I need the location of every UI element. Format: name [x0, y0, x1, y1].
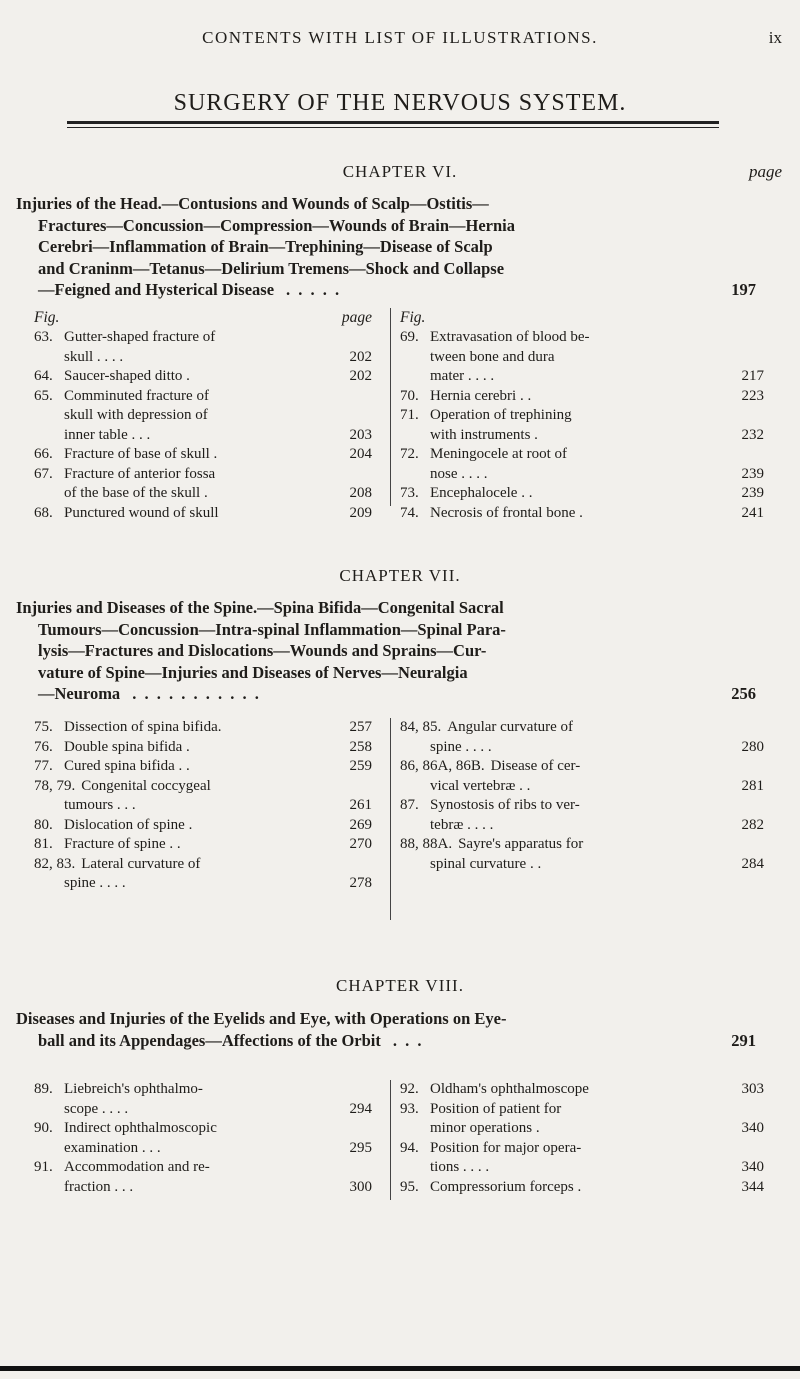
- figure-page: 282: [741, 816, 764, 833]
- summary-page: 291: [731, 1030, 756, 1050]
- figure-number: 69.: [400, 329, 419, 345]
- figure-caption: mater . . . .: [430, 368, 495, 384]
- figure-column-right: [400, 718, 764, 874]
- figure-entry: [34, 855, 372, 894]
- figure-number: 93.: [400, 1100, 419, 1117]
- figure-entry: [34, 387, 372, 446]
- figure-entry-line: [34, 406, 372, 426]
- figure-entry: [400, 1080, 764, 1100]
- figure-entry-line: [400, 367, 764, 387]
- figure-entry-line: [400, 855, 764, 875]
- figure-entry-line: [34, 445, 372, 465]
- figure-page: 344: [741, 1178, 764, 1195]
- figure-number: 73.: [400, 485, 419, 501]
- leader-dots: . . . . . . . . . . .: [132, 684, 261, 703]
- summary-line: Cerebri—Inflammation of Brain—Trephining—Disease of Scalp: [38, 237, 493, 256]
- summary-line: Diseases and Injuries of the Eyelids and Eye, with Operations on Eye-: [16, 1009, 507, 1028]
- summary-line: Fractures—Concussion—Compression—Wounds of Brain—Hernia: [38, 215, 516, 235]
- figure-entry-line: [34, 387, 372, 407]
- figure-entry-line: [34, 1178, 372, 1198]
- figure-caption: Extravasation of blood be-: [430, 329, 590, 345]
- figure-column-header: [400, 308, 764, 328]
- figure-number: 89.: [34, 1081, 53, 1097]
- figure-entry: [400, 387, 764, 407]
- figure-caption: minor operations .: [430, 1120, 540, 1136]
- figure-entry-line: [400, 738, 764, 758]
- figure-entry-line: [400, 777, 764, 797]
- figure-number: 90.: [34, 1120, 53, 1136]
- figure-entry: [400, 1178, 764, 1198]
- figure-entry-line: [34, 718, 372, 738]
- page-bottom-rule: [0, 1366, 800, 1371]
- chapter-summary: [16, 193, 760, 301]
- figure-column-left: [34, 718, 372, 894]
- figure-list: [34, 308, 764, 521]
- figure-number: 64.: [34, 368, 53, 384]
- figure-entry-line: [400, 348, 764, 368]
- figure-caption: Angular curvature of: [447, 719, 574, 735]
- figure-entry-line: [400, 484, 764, 504]
- figure-page: 232: [741, 426, 764, 443]
- figure-entry: [400, 406, 764, 445]
- figure-page: 269: [349, 816, 372, 833]
- page-number: ix: [768, 28, 782, 47]
- figure-entry-line: [34, 1119, 372, 1139]
- figure-caption: skull . . . .: [64, 348, 124, 365]
- figure-caption: Cured spina bifida . .: [64, 758, 190, 774]
- figure-number: 76.: [34, 738, 53, 755]
- figure-page: 223: [741, 387, 764, 404]
- figure-page: 284: [741, 855, 764, 872]
- figure-entry-line: [400, 1080, 764, 1100]
- figure-caption: spine . . . .: [64, 875, 126, 891]
- chapter-8: [18, 976, 782, 996]
- chapter-heading: CHAPTER VI.: [342, 162, 458, 181]
- chapter-summary: [16, 1008, 760, 1051]
- figure-number: 72.: [400, 446, 419, 462]
- figure-caption: vical vertebræ . .: [430, 777, 531, 794]
- figure-page: 239: [741, 465, 764, 482]
- summary-line: Injuries and Diseases of the Spine.—Spina Bifida—Congenital Sacral: [16, 598, 504, 617]
- summary-page: 197: [731, 280, 756, 299]
- chapter-heading: CHAPTER VIII.: [336, 976, 464, 995]
- figure-entry-line: [400, 465, 764, 485]
- figure-entry-line: [400, 718, 764, 738]
- figure-column-right: [400, 308, 764, 523]
- figure-caption: fraction . . .: [64, 1178, 134, 1195]
- figure-entry: [400, 445, 764, 484]
- figure-page: 294: [349, 1100, 372, 1117]
- leader-dots: . . .: [392, 1030, 424, 1050]
- figure-caption: tebræ . . . .: [430, 816, 494, 833]
- figure-page: 202: [349, 348, 372, 365]
- summary-text: —Neuroma: [38, 684, 121, 703]
- figure-entry: [400, 504, 764, 524]
- running-head: CONTENTS WITH LIST OF ILLUSTRATIONS.: [202, 28, 598, 47]
- figure-number: 87.: [400, 797, 419, 813]
- figure-caption: Fracture of anterior fossa: [64, 465, 216, 482]
- column-divider: [390, 308, 391, 506]
- figure-number: 88, 88A.: [400, 836, 453, 852]
- figure-entry: [400, 718, 764, 757]
- figure-entry: [400, 796, 764, 835]
- figure-entry: [34, 835, 372, 855]
- page-column-label: page: [748, 162, 782, 181]
- figure-entry: [34, 757, 372, 777]
- figure-entry-line: [34, 484, 372, 504]
- figure-number: 82, 83.: [34, 855, 76, 872]
- figure-caption: Lateral curvature of: [81, 855, 201, 872]
- figure-page: 258: [349, 738, 372, 755]
- figure-caption: Comminuted fracture of: [64, 387, 209, 404]
- figure-caption: Meningocele at root of: [430, 446, 568, 462]
- figure-page: 259: [349, 758, 372, 774]
- figure-list: [34, 718, 764, 920]
- figure-number: 81.: [34, 836, 53, 852]
- figure-entry: [400, 328, 764, 387]
- figure-number: 91.: [34, 1159, 53, 1175]
- figure-column-header: [34, 308, 372, 328]
- figure-page: 241: [741, 504, 764, 521]
- figure-caption: tumours . . .: [64, 797, 136, 813]
- figure-entry-line: [400, 835, 764, 855]
- figure-entry-line: [34, 1158, 372, 1178]
- leader-dots: . . . . .: [286, 280, 342, 299]
- figure-entry: [34, 328, 372, 367]
- figure-caption: Double spina bifida .: [64, 738, 190, 755]
- figure-page: 340: [741, 1159, 764, 1175]
- figure-entry-line: [34, 835, 372, 855]
- figure-entry: [34, 504, 372, 524]
- figure-caption: Compressorium forceps .: [430, 1178, 582, 1195]
- figure-entry-line: [400, 796, 764, 816]
- figure-entry-line: [400, 757, 764, 777]
- figure-page: 270: [349, 836, 372, 852]
- figure-number: 70.: [400, 387, 419, 404]
- fig-label: Fig.: [34, 309, 60, 326]
- figure-entry-line: [34, 504, 372, 524]
- summary-text: —Feigned and Hysterical Disease: [38, 280, 275, 299]
- fig-page-label: page: [341, 309, 372, 326]
- figure-caption: Saucer-shaped ditto .: [64, 368, 190, 384]
- figure-number: 71.: [400, 407, 419, 423]
- figure-caption: spine . . . .: [430, 738, 492, 755]
- figure-number: 65.: [34, 387, 53, 404]
- figure-caption: Encephalocele . .: [430, 485, 533, 501]
- figure-column-left: [34, 1080, 372, 1197]
- figure-number: 66.: [34, 446, 53, 462]
- figure-entry-line: [400, 816, 764, 836]
- figure-caption: Liebreich's ophthalmo-: [64, 1081, 203, 1097]
- figure-number: 86, 86A, 86B.: [400, 758, 485, 774]
- figure-caption: examination . . .: [64, 1139, 161, 1156]
- figure-page: 278: [349, 875, 372, 891]
- figure-entry: [34, 1158, 372, 1197]
- title-rule-thin: [67, 127, 719, 128]
- figure-caption: Synostosis of ribs to ver-: [430, 797, 580, 813]
- figure-number: 94.: [400, 1139, 419, 1156]
- figure-entry: [34, 367, 372, 387]
- figure-page: 208: [349, 485, 372, 501]
- figure-entry: [34, 1119, 372, 1158]
- figure-number: 80.: [34, 816, 53, 833]
- figure-entry-line: [34, 1080, 372, 1100]
- figure-page: 239: [741, 485, 764, 501]
- figure-page: 217: [741, 368, 764, 384]
- figure-caption: Oldham's ophthalmoscope: [430, 1081, 589, 1097]
- figure-entry-line: [34, 348, 372, 368]
- figure-page: 300: [349, 1178, 372, 1195]
- summary-page: 256: [731, 684, 756, 703]
- fig-label: Fig.: [400, 309, 426, 326]
- figure-entry-line: [34, 777, 372, 797]
- figure-entry: [34, 738, 372, 758]
- summary-text: ball and its Appendages—Affections of the Orbit: [38, 1030, 381, 1050]
- figure-caption: spinal curvature . .: [430, 855, 542, 872]
- figure-caption: skull with depression of: [64, 407, 208, 423]
- figure-caption: tween bone and dura: [430, 348, 555, 365]
- figure-caption: Fracture of base of skull .: [64, 446, 218, 462]
- figure-list: [34, 1080, 764, 1200]
- figure-entry-line: [34, 874, 372, 894]
- figure-entry-line: [34, 1100, 372, 1120]
- figure-caption: Punctured wound of skull: [64, 504, 219, 521]
- figure-entry: [400, 1100, 764, 1139]
- figure-caption: Hernia cerebri . .: [430, 387, 532, 404]
- figure-caption: scope . . . .: [64, 1100, 129, 1117]
- figure-entry-line: [400, 1158, 764, 1178]
- figure-entry-line: [34, 757, 372, 777]
- figure-page: 261: [349, 797, 372, 813]
- figure-caption: Sayre's apparatus for: [458, 836, 584, 852]
- figure-caption: inner table . . .: [64, 426, 151, 443]
- figure-caption: Gutter-shaped fracture of: [64, 329, 216, 345]
- figure-entry-line: [34, 367, 372, 387]
- summary-line: [16, 279, 760, 301]
- figure-entry-line: [400, 445, 764, 465]
- figure-caption: Necrosis of frontal bone .: [430, 504, 583, 521]
- figure-caption: tions . . . .: [430, 1159, 490, 1175]
- figure-caption: Position of patient for: [430, 1100, 562, 1117]
- title-rule-thick: [67, 121, 719, 124]
- figure-entry-line: [400, 1139, 764, 1159]
- summary-line: vature of Spine—Injuries and Diseases of Nerves—Neuralgia: [38, 662, 468, 682]
- figure-column-right: [400, 1080, 764, 1197]
- figure-number: 74.: [400, 504, 419, 521]
- figure-number: 95.: [400, 1178, 419, 1195]
- figure-entry: [34, 445, 372, 465]
- summary-line: and Craninm—Tetanus—Delirium Tremens—Shock and Collapse: [38, 258, 505, 278]
- figure-entry-line: [34, 738, 372, 758]
- figure-entry-line: [34, 328, 372, 348]
- figure-entry-line: [400, 426, 764, 446]
- figure-caption: Dislocation of spine .: [64, 816, 193, 833]
- figure-page: 257: [349, 719, 372, 735]
- chapter-heading: CHAPTER VII.: [339, 566, 461, 585]
- figure-caption: nose . . . .: [430, 465, 488, 482]
- figure-page: 202: [349, 368, 372, 384]
- figure-entry-line: [34, 855, 372, 875]
- figure-caption: Indirect ophthalmoscopic: [64, 1120, 217, 1136]
- summary-line: Injuries of the Head.—Contusions and Wounds of Scalp—Ostitis—: [16, 194, 489, 213]
- figure-number: 77.: [34, 758, 53, 774]
- figure-caption: Dissection of spina bifida.: [64, 719, 222, 735]
- figure-caption: Position for major opera-: [430, 1139, 582, 1156]
- figure-entry-line: [400, 504, 764, 524]
- figure-entry: [34, 816, 372, 836]
- figure-caption: Congenital coccygeal: [81, 777, 211, 794]
- figure-number: 68.: [34, 504, 53, 521]
- summary-line: [16, 683, 760, 705]
- figure-entry-line: [400, 1178, 764, 1198]
- figure-number: 92.: [400, 1081, 419, 1097]
- figure-entry: [34, 1080, 372, 1119]
- figure-page: 203: [349, 426, 372, 443]
- figure-entry-line: [34, 465, 372, 485]
- figure-entry-line: [400, 406, 764, 426]
- figure-page: 281: [741, 777, 764, 794]
- column-divider: [390, 1080, 391, 1200]
- column-divider: [390, 718, 391, 920]
- figure-column-left: [34, 308, 372, 523]
- section-title: SURGERY OF THE NERVOUS SYSTEM.: [173, 90, 627, 116]
- chapter-6: [18, 162, 782, 182]
- figure-entry-line: [400, 1100, 764, 1120]
- figure-caption: Operation of trephining: [430, 407, 572, 423]
- figure-page: 295: [349, 1139, 372, 1156]
- figure-page: 303: [741, 1081, 764, 1097]
- figure-entry: [34, 465, 372, 504]
- figure-number: 75.: [34, 719, 53, 735]
- chapter-summary: [16, 597, 760, 705]
- figure-caption: Accommodation and re-: [64, 1159, 210, 1175]
- chapter-7: [18, 566, 782, 586]
- figure-entry: [400, 835, 764, 874]
- figure-caption: of the base of the skull .: [64, 485, 208, 501]
- figure-entry-line: [400, 328, 764, 348]
- figure-page: 340: [741, 1120, 764, 1136]
- figure-entry-line: [34, 426, 372, 446]
- figure-entry: [400, 1139, 764, 1178]
- figure-entry: [34, 718, 372, 738]
- summary-line: Tumours—Concussion—Intra-spinal Inflammation—Spinal Para-: [38, 619, 506, 639]
- figure-entry-line: [34, 816, 372, 836]
- figure-entry-line: [400, 1119, 764, 1139]
- summary-line: [16, 1030, 760, 1052]
- figure-number: 67.: [34, 465, 53, 482]
- figure-entry-line: [34, 796, 372, 816]
- figure-entry-line: [34, 1139, 372, 1159]
- figure-caption: Disease of cer-: [490, 758, 581, 774]
- figure-page: 209: [349, 504, 372, 521]
- figure-page: 204: [349, 446, 372, 462]
- figure-entry: [400, 757, 764, 796]
- figure-entry-line: [400, 387, 764, 407]
- figure-number: 84, 85.: [400, 719, 442, 735]
- summary-line: lysis—Fractures and Dislocations—Wounds and Sprains—Cur-: [38, 641, 487, 660]
- figure-number: 78, 79.: [34, 777, 76, 794]
- figure-entry: [34, 777, 372, 816]
- figure-caption: Fracture of spine . .: [64, 836, 181, 852]
- figure-entry: [400, 484, 764, 504]
- figure-number: 63.: [34, 329, 53, 345]
- figure-caption: with instruments .: [430, 426, 538, 443]
- figure-page: 280: [741, 738, 764, 755]
